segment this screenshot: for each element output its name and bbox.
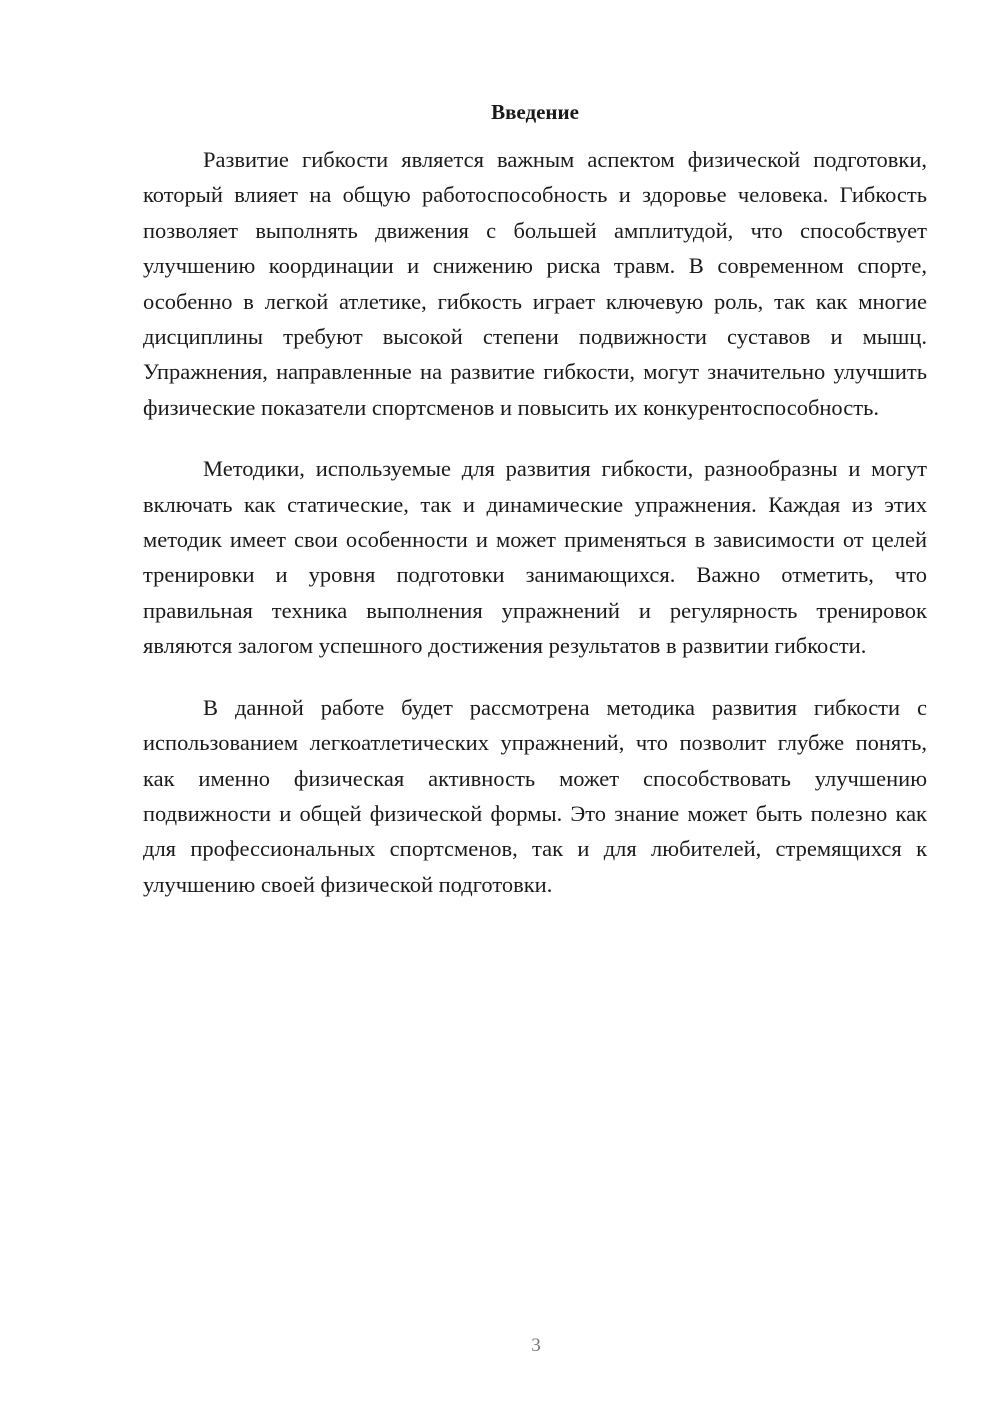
body-text bbox=[143, 142, 927, 928]
paragraph-1: Развитие гибкости является важным аспектом физической подготовки, который влияет на общую работоспособность и здоровье человека. Гибкость позволяет выполнять движения с большей амплитудой, что способствует улучшению координации и снижению риска травм. В современном спорте, особенно в легкой атлетике, гибкость играет ключевую роль, так как многие дисциплины требуют высокой степени подвижности суставов и мышц. Упражнения, направленные на развитие гибкости, могут значительно улучшить физические показатели спортсменов и повысить их конкурентоспособность. bbox=[143, 147, 927, 420]
paragraph-3: В данной работе будет рассмотрена методика развития гибкости с использованием легкоатлетических упражнений, что позволит глубже понять, как именно физическая активность может способствовать улучшению подвижности и общей физической формы. Это знание может быть полезно как для профессиональных спортсменов, так и для любителей, стремящихся к улучшению своей физической подготовки. bbox=[143, 694, 927, 897]
paragraph-2: Методики, используемые для развития гибкости, разнообразны и могут включать как статические, так и динамические упражнения. Каждая из этих методик имеет свои особенности и может применяться в зависимости от целей тренировки и уровня подготовки занимающихся. Важно отметить, что правильная техника выполнения упражнений и регулярность тренировок являются залогом успешного достижения результатов в развитии гибкости. bbox=[143, 456, 927, 659]
section-heading: Введение bbox=[491, 100, 579, 124]
page-number: 3 bbox=[531, 1335, 541, 1356]
